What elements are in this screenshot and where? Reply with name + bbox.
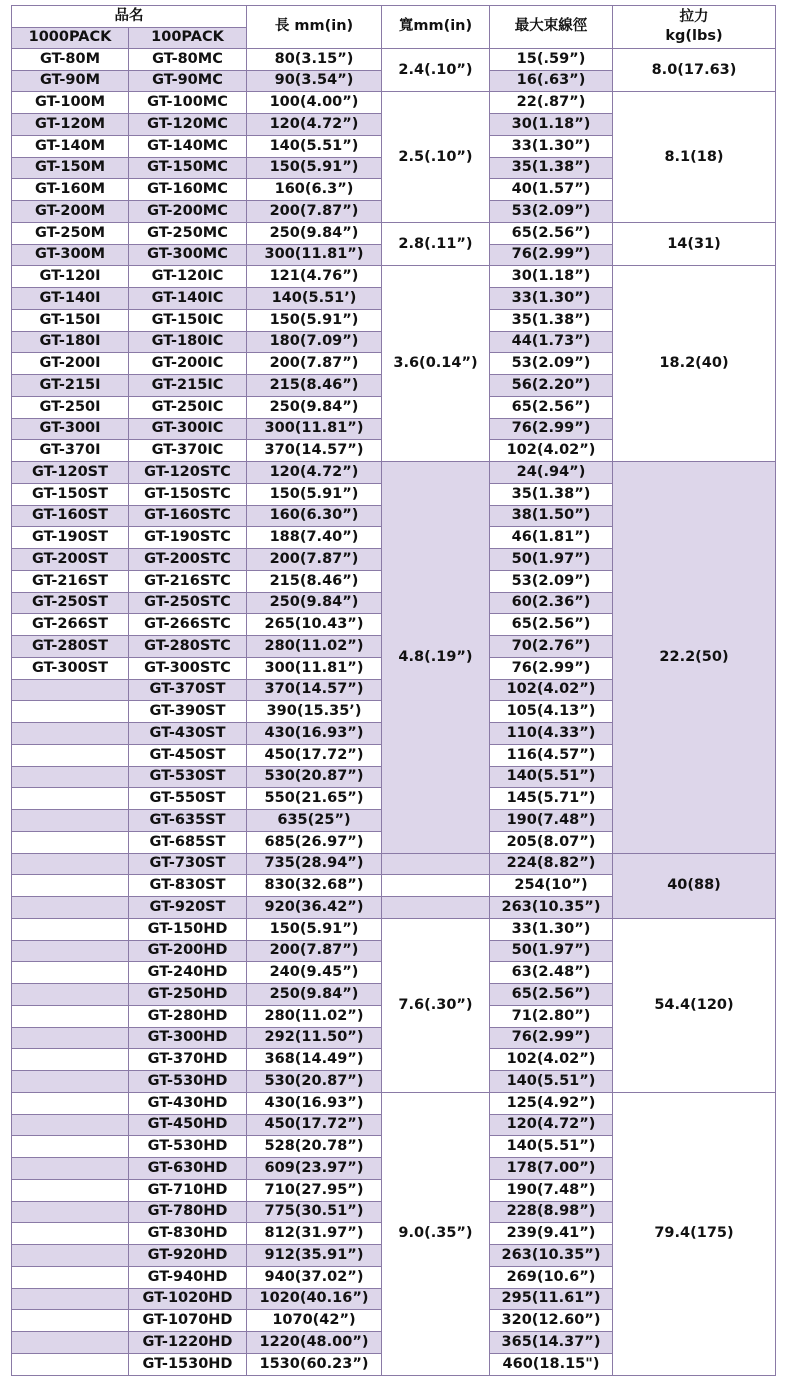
length-cell: 300(11.81”): [247, 418, 382, 440]
pack-100-cell: GT-200STC: [129, 549, 247, 571]
pack-1000-cell: [12, 1245, 129, 1267]
tensile-cell: 8.0(17.63): [613, 48, 776, 92]
max-bundle-cell: 254(10”): [490, 875, 613, 897]
length-cell: 1220(48.00”): [247, 1332, 382, 1354]
pack-1000-cell: [12, 1201, 129, 1223]
max-bundle-cell: 145(5.71”): [490, 788, 613, 810]
table-row: [12, 853, 776, 875]
length-cell: 200(7.87”): [247, 940, 382, 962]
length-cell: 370(14.57”): [247, 679, 382, 701]
length-cell: 912(35.91”): [247, 1245, 382, 1267]
length-cell: 370(14.57”): [247, 440, 382, 462]
length-cell: 609(23.97”): [247, 1158, 382, 1180]
length-cell: 635(25”): [247, 810, 382, 832]
pack-100-cell: GT-150STC: [129, 483, 247, 505]
pack-1000-cell: GT-266ST: [12, 614, 129, 636]
max-bundle-cell: 16(.63”): [490, 70, 613, 92]
length-cell: 90(3.54”): [247, 70, 382, 92]
length-cell: 430(16.93”): [247, 723, 382, 745]
length-cell: 1070(42”): [247, 1310, 382, 1332]
pack-100-cell: GT-200MC: [129, 201, 247, 223]
length-cell: 80(3.15”): [247, 48, 382, 70]
length-cell: 1020(40.16”): [247, 1288, 382, 1310]
max-bundle-cell: 38(1.50”): [490, 505, 613, 527]
width-cell: [382, 897, 490, 919]
length-cell: 160(6.30”): [247, 505, 382, 527]
pack-1000-cell: GT-180I: [12, 331, 129, 353]
table-row: [12, 1092, 776, 1114]
pack-1000-cell: [12, 701, 129, 723]
tensile-header-line2: kg(lbs): [665, 27, 723, 44]
pack-1000-cell: GT-200I: [12, 353, 129, 375]
pack-1000-cell: [12, 1027, 129, 1049]
pack-1000-cell: GT-215I: [12, 375, 129, 397]
pack-100-cell: GT-120IC: [129, 266, 247, 288]
pack-1000-cell: GT-160M: [12, 179, 129, 201]
pack-100-cell: GT-120MC: [129, 114, 247, 136]
width-cell: 2.8(.11”): [382, 222, 490, 266]
table-row: [12, 222, 776, 244]
pack-1000-cell: GT-140M: [12, 135, 129, 157]
pack-1000-cell: [12, 1332, 129, 1354]
length-cell: 280(11.02”): [247, 1005, 382, 1027]
pack-100-cell: GT-280HD: [129, 1005, 247, 1027]
max-bundle-cell: 140(5.51”): [490, 1071, 613, 1093]
pack-1000-cell: GT-190ST: [12, 527, 129, 549]
max-bundle-cell: 35(1.38”): [490, 309, 613, 331]
max-bundle-cell: 295(11.61”): [490, 1288, 613, 1310]
pack-1000-cell: GT-300M: [12, 244, 129, 266]
pack-100-cell: GT-830ST: [129, 875, 247, 897]
pack-100-cell: GT-1530HD: [129, 1353, 247, 1375]
length-header: 長 mm(in): [247, 6, 382, 49]
pack-100-cell: GT-120STC: [129, 462, 247, 484]
pack-1000-cell: GT-250I: [12, 396, 129, 418]
length-cell: 250(9.84”): [247, 396, 382, 418]
max-bundle-cell: 44(1.73”): [490, 331, 613, 353]
length-cell: 920(36.42”): [247, 897, 382, 919]
pack-100-cell: GT-370HD: [129, 1049, 247, 1071]
pack-1000-cell: [12, 1136, 129, 1158]
pack-1000-cell: GT-140I: [12, 288, 129, 310]
pack-100-cell: GT-1070HD: [129, 1310, 247, 1332]
length-cell: 150(5.91”): [247, 309, 382, 331]
length-cell: 120(4.72”): [247, 462, 382, 484]
length-cell: 150(5.91”): [247, 918, 382, 940]
pack-100-cell: GT-200HD: [129, 940, 247, 962]
pack-1000-cell: GT-90M: [12, 70, 129, 92]
length-cell: 200(7.87”): [247, 549, 382, 571]
width-cell: 3.6(0.14”): [382, 266, 490, 462]
tensile-cell: 54.4(120): [613, 918, 776, 1092]
pack-1000-cell: GT-150M: [12, 157, 129, 179]
pack-1000-header: 1000PACK: [12, 27, 129, 48]
pack-100-cell: GT-300IC: [129, 418, 247, 440]
pack-1000-cell: [12, 1266, 129, 1288]
pack-1000-cell: GT-160ST: [12, 505, 129, 527]
length-cell: 150(5.91”): [247, 483, 382, 505]
width-cell: 2.4(.10”): [382, 48, 490, 92]
length-cell: 530(20.87”): [247, 766, 382, 788]
max-bundle-cell: 46(1.81”): [490, 527, 613, 549]
length-cell: 735(28.94”): [247, 853, 382, 875]
max-bundle-cell: 178(7.00”): [490, 1158, 613, 1180]
pack-100-cell: GT-710HD: [129, 1179, 247, 1201]
max-bundle-cell: 70(2.76”): [490, 636, 613, 658]
pack-1000-cell: [12, 1353, 129, 1375]
max-bundle-cell: 65(2.56”): [490, 984, 613, 1006]
cable-tie-spec-table: [11, 5, 776, 1376]
pack-1000-cell: [12, 810, 129, 832]
max-bundle-cell: 102(4.02”): [490, 679, 613, 701]
pack-100-cell: GT-370IC: [129, 440, 247, 462]
length-cell: 188(7.40”): [247, 527, 382, 549]
tensile-cell: 18.2(40): [613, 266, 776, 462]
pack-1000-cell: [12, 1071, 129, 1093]
pack-1000-cell: [12, 875, 129, 897]
pack-100-cell: GT-630HD: [129, 1158, 247, 1180]
table-row: [12, 266, 776, 288]
pack-100-cell: GT-200IC: [129, 353, 247, 375]
length-cell: 200(7.87”): [247, 201, 382, 223]
max-bundle-header: 最大束線徑: [490, 6, 613, 49]
pack-100-cell: GT-530ST: [129, 766, 247, 788]
length-cell: 140(5.51’): [247, 288, 382, 310]
pack-100-cell: GT-370ST: [129, 679, 247, 701]
pack-100-cell: GT-550ST: [129, 788, 247, 810]
max-bundle-cell: 102(4.02”): [490, 440, 613, 462]
length-cell: 215(8.46”): [247, 375, 382, 397]
pack-1000-cell: GT-120I: [12, 266, 129, 288]
pack-1000-cell: GT-370I: [12, 440, 129, 462]
length-cell: 830(32.68”): [247, 875, 382, 897]
pack-1000-cell: GT-120M: [12, 114, 129, 136]
length-cell: 265(10.43”): [247, 614, 382, 636]
table-row: [12, 918, 776, 940]
length-cell: 150(5.91”): [247, 157, 382, 179]
pack-1000-cell: [12, 788, 129, 810]
pack-1000-cell: GT-300I: [12, 418, 129, 440]
pack-100-cell: GT-530HD: [129, 1071, 247, 1093]
pack-100-cell: GT-80MC: [129, 48, 247, 70]
length-cell: 550(21.65”): [247, 788, 382, 810]
max-bundle-cell: 35(1.38”): [490, 157, 613, 179]
pack-1000-cell: [12, 1179, 129, 1201]
max-bundle-cell: 140(5.51”): [490, 1136, 613, 1158]
max-bundle-cell: 460(18.15"): [490, 1353, 613, 1375]
pack-100-cell: GT-215IC: [129, 375, 247, 397]
width-header: 寬mm(in): [382, 6, 490, 49]
pack-100-cell: GT-450ST: [129, 744, 247, 766]
pack-100-cell: GT-250IC: [129, 396, 247, 418]
length-cell: 775(30.51”): [247, 1201, 382, 1223]
max-bundle-cell: 263(10.35”): [490, 1245, 613, 1267]
pack-100-cell: GT-300MC: [129, 244, 247, 266]
length-cell: 450(17.72”): [247, 744, 382, 766]
pack-100-cell: GT-1020HD: [129, 1288, 247, 1310]
max-bundle-cell: 53(2.09”): [490, 353, 613, 375]
pack-100-cell: GT-266STC: [129, 614, 247, 636]
pack-1000-cell: [12, 1049, 129, 1071]
max-bundle-cell: 50(1.97”): [490, 940, 613, 962]
pack-1000-cell: [12, 1223, 129, 1245]
pack-100-cell: GT-250HD: [129, 984, 247, 1006]
length-cell: 250(9.84”): [247, 222, 382, 244]
product-name-header: 品名: [12, 6, 247, 28]
pack-1000-cell: [12, 1288, 129, 1310]
max-bundle-cell: 71(2.80”): [490, 1005, 613, 1027]
max-bundle-cell: 269(10.6”): [490, 1266, 613, 1288]
length-cell: 812(31.97”): [247, 1223, 382, 1245]
pack-1000-cell: [12, 1158, 129, 1180]
length-cell: 121(4.76”): [247, 266, 382, 288]
pack-1000-cell: [12, 897, 129, 919]
length-cell: 300(11.81”): [247, 657, 382, 679]
pack-1000-cell: [12, 831, 129, 853]
max-bundle-cell: 76(2.99”): [490, 244, 613, 266]
max-bundle-cell: 190(7.48”): [490, 1179, 613, 1201]
max-bundle-cell: 76(2.99”): [490, 418, 613, 440]
length-cell: 215(8.46”): [247, 570, 382, 592]
max-bundle-cell: 30(1.18”): [490, 266, 613, 288]
length-cell: 140(5.51”): [247, 135, 382, 157]
max-bundle-cell: 239(9.41”): [490, 1223, 613, 1245]
pack-1000-cell: [12, 1310, 129, 1332]
pack-100-cell: GT-160STC: [129, 505, 247, 527]
width-cell: 2.5(.10”): [382, 92, 490, 223]
max-bundle-cell: 125(4.92”): [490, 1092, 613, 1114]
max-bundle-cell: 205(8.07”): [490, 831, 613, 853]
pack-100-cell: GT-150HD: [129, 918, 247, 940]
tensile-cell: 79.4(175): [613, 1092, 776, 1375]
pack-100-cell: GT-250MC: [129, 222, 247, 244]
tensile-header: [613, 6, 776, 49]
pack-100-cell: GT-635ST: [129, 810, 247, 832]
max-bundle-cell: 65(2.56”): [490, 396, 613, 418]
pack-1000-cell: GT-250ST: [12, 592, 129, 614]
length-cell: 160(6.3”): [247, 179, 382, 201]
max-bundle-cell: 105(4.13”): [490, 701, 613, 723]
pack-1000-cell: [12, 853, 129, 875]
pack-100-cell: GT-140MC: [129, 135, 247, 157]
pack-100-cell: GT-730ST: [129, 853, 247, 875]
tensile-cell: 40(88): [613, 853, 776, 918]
max-bundle-cell: 76(2.99”): [490, 1027, 613, 1049]
max-bundle-cell: 120(4.72”): [490, 1114, 613, 1136]
length-cell: 390(15.35’): [247, 701, 382, 723]
length-cell: 240(9.45”): [247, 962, 382, 984]
max-bundle-cell: 76(2.99”): [490, 657, 613, 679]
pack-100-cell: GT-830HD: [129, 1223, 247, 1245]
table-row: [12, 92, 776, 114]
pack-100-cell: GT-140IC: [129, 288, 247, 310]
length-cell: 280(11.02”): [247, 636, 382, 658]
length-cell: 528(20.78”): [247, 1136, 382, 1158]
pack-100-cell: GT-920HD: [129, 1245, 247, 1267]
max-bundle-cell: 110(4.33”): [490, 723, 613, 745]
pack-100-cell: GT-150IC: [129, 309, 247, 331]
pack-1000-cell: GT-200M: [12, 201, 129, 223]
max-bundle-cell: 50(1.97”): [490, 549, 613, 571]
max-bundle-cell: 35(1.38”): [490, 483, 613, 505]
pack-1000-cell: [12, 962, 129, 984]
pack-100-cell: GT-150MC: [129, 157, 247, 179]
pack-1000-cell: [12, 723, 129, 745]
length-cell: 940(37.02”): [247, 1266, 382, 1288]
pack-100-cell: GT-685ST: [129, 831, 247, 853]
max-bundle-cell: 365(14.37”): [490, 1332, 613, 1354]
width-cell: [382, 875, 490, 897]
max-bundle-cell: 40(1.57”): [490, 179, 613, 201]
pack-1000-cell: GT-250M: [12, 222, 129, 244]
pack-1000-cell: [12, 1114, 129, 1136]
max-bundle-cell: 65(2.56”): [490, 222, 613, 244]
max-bundle-cell: 263(10.35”): [490, 897, 613, 919]
max-bundle-cell: 22(.87”): [490, 92, 613, 114]
width-cell: 9.0(.35”): [382, 1092, 490, 1375]
pack-1000-cell: [12, 918, 129, 940]
pack-1000-cell: [12, 984, 129, 1006]
length-cell: 250(9.84”): [247, 592, 382, 614]
max-bundle-cell: 33(1.30”): [490, 135, 613, 157]
max-bundle-cell: 24(.94”): [490, 462, 613, 484]
length-cell: 300(11.81”): [247, 244, 382, 266]
pack-1000-cell: [12, 679, 129, 701]
max-bundle-cell: 224(8.82”): [490, 853, 613, 875]
width-cell: [382, 853, 490, 875]
pack-100-cell: GT-390ST: [129, 701, 247, 723]
pack-1000-cell: [12, 744, 129, 766]
max-bundle-cell: 190(7.48”): [490, 810, 613, 832]
length-cell: 100(4.00”): [247, 92, 382, 114]
max-bundle-cell: 30(1.18”): [490, 114, 613, 136]
pack-100-header: 100PACK: [129, 27, 247, 48]
pack-100-cell: GT-450HD: [129, 1114, 247, 1136]
max-bundle-cell: 102(4.02”): [490, 1049, 613, 1071]
pack-100-cell: GT-920ST: [129, 897, 247, 919]
length-cell: 450(17.72”): [247, 1114, 382, 1136]
pack-100-cell: GT-530HD: [129, 1136, 247, 1158]
pack-100-cell: GT-100MC: [129, 92, 247, 114]
max-bundle-cell: 116(4.57”): [490, 744, 613, 766]
pack-1000-cell: [12, 940, 129, 962]
pack-100-cell: GT-940HD: [129, 1266, 247, 1288]
length-cell: 120(4.72”): [247, 114, 382, 136]
pack-100-cell: GT-180IC: [129, 331, 247, 353]
pack-1000-cell: GT-280ST: [12, 636, 129, 658]
pack-100-cell: GT-280STC: [129, 636, 247, 658]
width-cell: 7.6(.30”): [382, 918, 490, 1092]
max-bundle-cell: 63(2.48”): [490, 962, 613, 984]
pack-100-cell: GT-160MC: [129, 179, 247, 201]
pack-100-cell: GT-300HD: [129, 1027, 247, 1049]
width-cell: 4.8(.19”): [382, 462, 490, 854]
pack-1000-cell: GT-120ST: [12, 462, 129, 484]
tensile-cell: 8.1(18): [613, 92, 776, 223]
max-bundle-cell: 53(2.09”): [490, 201, 613, 223]
pack-100-cell: GT-190STC: [129, 527, 247, 549]
pack-100-cell: GT-250STC: [129, 592, 247, 614]
tensile-cell: 22.2(50): [613, 462, 776, 854]
table-row: [12, 48, 776, 70]
table-row: [12, 462, 776, 484]
pack-100-cell: GT-780HD: [129, 1201, 247, 1223]
length-cell: 250(9.84”): [247, 984, 382, 1006]
length-cell: 292(11.50”): [247, 1027, 382, 1049]
max-bundle-cell: 33(1.30”): [490, 918, 613, 940]
length-cell: 685(26.97”): [247, 831, 382, 853]
max-bundle-cell: 56(2.20”): [490, 375, 613, 397]
pack-1000-cell: GT-200ST: [12, 549, 129, 571]
pack-1000-cell: [12, 1092, 129, 1114]
tensile-header-line1: 拉力: [679, 8, 709, 25]
pack-1000-cell: GT-150I: [12, 309, 129, 331]
pack-1000-cell: [12, 1005, 129, 1027]
pack-100-cell: GT-240HD: [129, 962, 247, 984]
length-cell: 1530(60.23”): [247, 1353, 382, 1375]
length-cell: 180(7.09”): [247, 331, 382, 353]
pack-100-cell: GT-430HD: [129, 1092, 247, 1114]
max-bundle-cell: 15(.59”): [490, 48, 613, 70]
pack-1000-cell: GT-100M: [12, 92, 129, 114]
pack-100-cell: GT-430ST: [129, 723, 247, 745]
length-cell: 200(7.87”): [247, 353, 382, 375]
pack-100-cell: GT-1220HD: [129, 1332, 247, 1354]
pack-1000-cell: GT-80M: [12, 48, 129, 70]
length-cell: 710(27.95”): [247, 1179, 382, 1201]
length-cell: 430(16.93”): [247, 1092, 382, 1114]
pack-100-cell: GT-300STC: [129, 657, 247, 679]
max-bundle-cell: 60(2.36”): [490, 592, 613, 614]
max-bundle-cell: 65(2.56”): [490, 614, 613, 636]
pack-1000-cell: GT-150ST: [12, 483, 129, 505]
pack-100-cell: GT-216STC: [129, 570, 247, 592]
pack-1000-cell: GT-300ST: [12, 657, 129, 679]
max-bundle-cell: 140(5.51”): [490, 766, 613, 788]
pack-100-cell: GT-90MC: [129, 70, 247, 92]
length-cell: 368(14.49”): [247, 1049, 382, 1071]
length-cell: 530(20.87”): [247, 1071, 382, 1093]
pack-1000-cell: [12, 766, 129, 788]
tensile-cell: 14(31): [613, 222, 776, 266]
max-bundle-cell: 53(2.09”): [490, 570, 613, 592]
max-bundle-cell: 33(1.30”): [490, 288, 613, 310]
max-bundle-cell: 320(12.60”): [490, 1310, 613, 1332]
max-bundle-cell: 228(8.98”): [490, 1201, 613, 1223]
pack-1000-cell: GT-216ST: [12, 570, 129, 592]
